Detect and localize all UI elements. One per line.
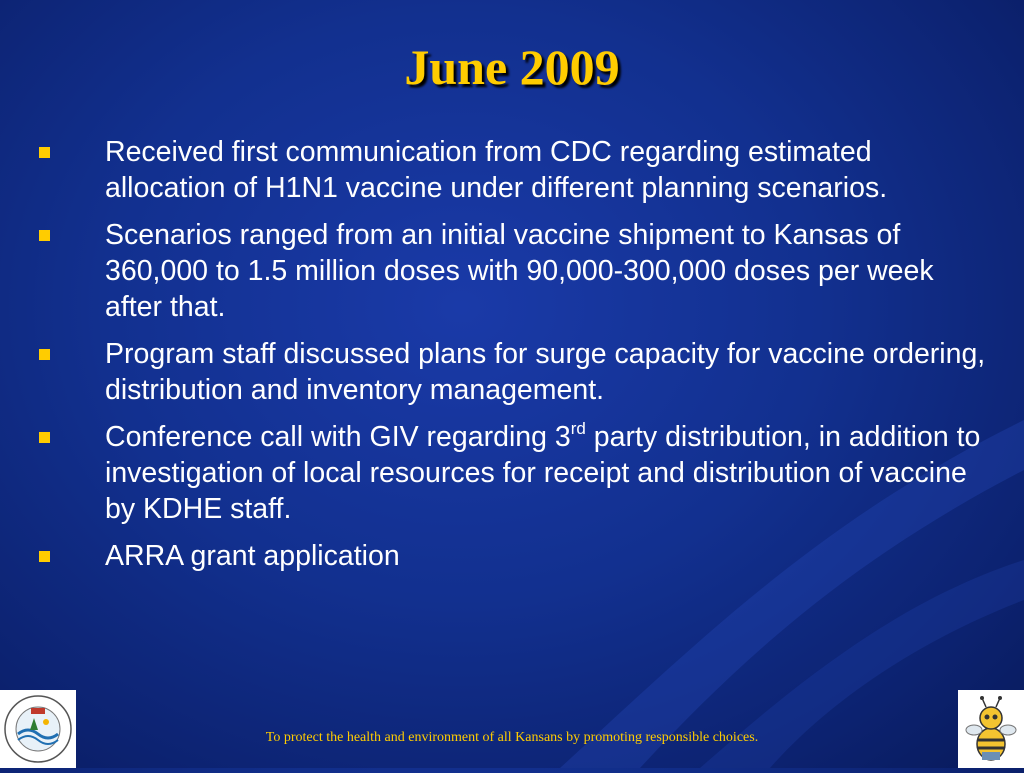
bullet-text-end: party distribution, in addition to investigation of local resources for receipt and distribution of vaccine by KDHE staff. xyxy=(105,421,981,525)
kdhe-seal-icon xyxy=(0,690,76,768)
square-bullet-icon xyxy=(39,147,50,158)
bullet-item xyxy=(30,134,990,206)
bullet-text: Program staff discussed plans for surge capacity for vaccine ordering, distribution and inventory management. xyxy=(105,338,986,406)
square-bullet-icon xyxy=(39,551,50,562)
footer-tagline: To protect the health and environment of all Kansans by promoting responsible choices. xyxy=(265,730,759,745)
bullet-text-start: Conference call with GIV regarding 3 xyxy=(105,421,571,453)
square-bullet-icon xyxy=(39,230,50,241)
bullet-list xyxy=(30,134,990,585)
bullet-item xyxy=(30,538,990,574)
bullet-item xyxy=(30,419,990,527)
bullet-text: Received first communication from CDC regarding estimated allocation of H1N1 vaccine under different planning scenarios. xyxy=(105,136,888,204)
square-bullet-icon xyxy=(39,349,50,360)
bullet-text: Scenarios ranged from an initial vaccine shipment to Kansas of 360,000 to 1.5 million doses with 90,000-300,000 doses per week after that. xyxy=(105,219,934,323)
ordinal-superscript: rd xyxy=(570,419,586,438)
bullet-text: ARRA grant application xyxy=(105,540,400,572)
bee-mascot-icon xyxy=(958,690,1024,768)
bullet-item xyxy=(30,336,990,408)
slide-title: June 2009 xyxy=(404,39,620,95)
bullet-item xyxy=(30,217,990,325)
kdhe-logo xyxy=(0,690,76,768)
bee-mascot-logo xyxy=(958,690,1024,768)
square-bullet-icon xyxy=(39,432,50,443)
